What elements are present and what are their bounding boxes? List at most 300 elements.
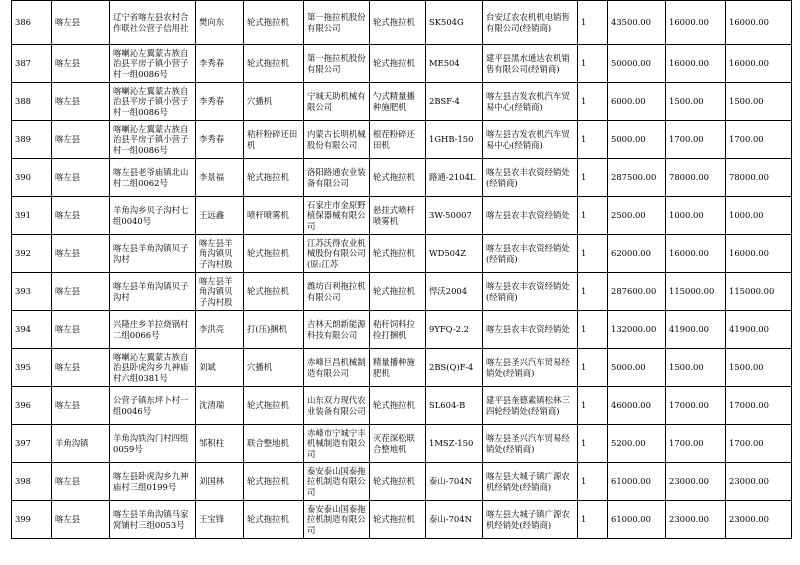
subsidy-total-cell bbox=[726, 83, 792, 121]
row-number bbox=[12, 349, 52, 387]
buyer-cell bbox=[196, 83, 244, 121]
subsidy-cell bbox=[666, 349, 726, 387]
buyer-cell bbox=[196, 311, 244, 349]
machine-type-cell-text: 穴播机 bbox=[247, 96, 273, 107]
row-number bbox=[12, 197, 52, 235]
subsidy-cell-text: 78000.00 bbox=[669, 172, 709, 183]
row-number bbox=[12, 1, 52, 45]
row-number-text: 390 bbox=[15, 172, 31, 183]
model-cell bbox=[426, 83, 483, 121]
dealer-cell-text: 建平县奎德素镇松林三四轮经销处(经销商) bbox=[486, 395, 570, 416]
price-cell bbox=[608, 501, 666, 539]
subsidy-total-cell-text: 115000.00 bbox=[729, 286, 775, 297]
dealer-cell bbox=[483, 159, 578, 197]
address-cell-text: 喀左县老爷庙镇北山村二组0062号 bbox=[113, 167, 189, 188]
model-cell-text: SL604-B bbox=[429, 400, 466, 411]
table-row bbox=[12, 1, 792, 45]
machine-type-cell bbox=[244, 501, 304, 539]
county-cell bbox=[52, 311, 110, 349]
buyer-cell-text: 李景福 bbox=[199, 172, 225, 183]
subsidy-total-cell-text: 23000.00 bbox=[729, 476, 769, 487]
item-name-cell bbox=[370, 45, 426, 83]
table-row bbox=[12, 273, 792, 311]
row-number-text: 394 bbox=[15, 324, 31, 335]
subsidy-total-cell-text: 41900.00 bbox=[729, 324, 769, 335]
item-name-cell bbox=[370, 1, 426, 45]
quantity-cell-text: 1 bbox=[581, 400, 587, 411]
address-cell bbox=[110, 83, 196, 121]
price-cell bbox=[608, 197, 666, 235]
county-cell-text: 喀左县 bbox=[55, 476, 81, 487]
address-cell-text: 喀左县羊角沟镇贝子沟村 bbox=[113, 243, 189, 264]
item-name-cell bbox=[370, 235, 426, 273]
item-name-cell bbox=[370, 197, 426, 235]
manufacturer-cell-text: 宁城天助机械有限公司 bbox=[307, 91, 366, 112]
table-row bbox=[12, 349, 792, 387]
buyer-cell-text: 王宝锋 bbox=[199, 514, 225, 525]
manufacturer-cell-text: 第一拖拉机股份有限公司 bbox=[307, 12, 366, 33]
dealer-cell bbox=[483, 235, 578, 273]
model-cell bbox=[426, 235, 483, 273]
buyer-cell bbox=[196, 45, 244, 83]
manufacturer-cell bbox=[304, 197, 370, 235]
buyer-cell-text: 喀左县羊角沟镇贝子沟村股 bbox=[199, 237, 233, 269]
manufacturer-cell-text: 潍坊百利拖拉机有限公司 bbox=[307, 281, 366, 302]
quantity-cell bbox=[578, 83, 608, 121]
manufacturer-cell bbox=[304, 311, 370, 349]
dealer-cell-text: 喀左县农丰农资经销处(经销商) bbox=[486, 243, 570, 264]
row-number bbox=[12, 311, 52, 349]
subsidy-cell bbox=[666, 235, 726, 273]
quantity-cell-text: 1 bbox=[581, 248, 587, 259]
machine-type-cell bbox=[244, 349, 304, 387]
buyer-cell-text: 王远鑫 bbox=[199, 210, 225, 221]
county-cell bbox=[52, 273, 110, 311]
item-name-cell-text: 轮式拖拉机 bbox=[373, 476, 415, 487]
address-cell bbox=[110, 1, 196, 45]
address-cell bbox=[110, 197, 196, 235]
subsidy-total-cell bbox=[726, 121, 792, 159]
address-cell bbox=[110, 349, 196, 387]
manufacturer-cell bbox=[304, 121, 370, 159]
buyer-cell bbox=[196, 235, 244, 273]
model-cell bbox=[426, 501, 483, 539]
quantity-cell bbox=[578, 273, 608, 311]
price-cell bbox=[608, 121, 666, 159]
table-row bbox=[12, 83, 792, 121]
price-cell-text: 5200.00 bbox=[611, 438, 646, 449]
quantity-cell bbox=[578, 501, 608, 539]
row-number-text: 392 bbox=[15, 248, 31, 259]
address-cell-text: 羊角沟乡贝子沟村七组0040号 bbox=[113, 205, 189, 226]
item-name-cell bbox=[370, 501, 426, 539]
item-name-cell-text: 悬挂式喷杆喷雾机 bbox=[373, 205, 415, 226]
table-row bbox=[12, 197, 792, 235]
machine-type-cell-text: 轮式拖拉机 bbox=[247, 172, 289, 183]
dealer-cell bbox=[483, 83, 578, 121]
subsidy-table bbox=[11, 0, 792, 539]
dealer-cell bbox=[483, 273, 578, 311]
price-cell bbox=[608, 83, 666, 121]
subsidy-cell-text: 23000.00 bbox=[669, 476, 709, 487]
manufacturer-cell bbox=[304, 235, 370, 273]
manufacturer-cell-text: 泰安泰山国泰拖拉机制造有限公司 bbox=[307, 503, 366, 535]
machine-type-cell-text: 轮式拖拉机 bbox=[247, 286, 289, 297]
county-cell bbox=[52, 235, 110, 273]
quantity-cell bbox=[578, 121, 608, 159]
buyer-cell-text: 李秀春 bbox=[199, 58, 225, 69]
county-cell-text: 喀左县 bbox=[55, 362, 81, 373]
item-name-cell-text: 轮式拖拉机 bbox=[373, 286, 415, 297]
machine-type-cell-text: 轮式拖拉机 bbox=[247, 58, 289, 69]
manufacturer-cell-text: 第一拖拉机股份有限公司 bbox=[307, 53, 366, 74]
quantity-cell-text: 1 bbox=[581, 58, 587, 69]
quantity-cell bbox=[578, 425, 608, 463]
subsidy-cell-text: 1500.00 bbox=[669, 362, 704, 373]
subsidy-cell-text: 23000.00 bbox=[669, 514, 709, 525]
dealer-cell-text: 喀左县圣兴汽车贸易经销处(经销商) bbox=[486, 357, 570, 378]
dealer-cell-text: 喀左县农丰农资经销处 bbox=[486, 210, 570, 221]
row-number bbox=[12, 121, 52, 159]
subsidy-total-cell-text: 16000.00 bbox=[729, 248, 769, 259]
model-cell bbox=[426, 311, 483, 349]
subsidy-total-cell bbox=[726, 235, 792, 273]
row-number bbox=[12, 45, 52, 83]
manufacturer-cell bbox=[304, 83, 370, 121]
address-cell-text: 喀喇沁左翼蒙古族自治县平房子镇小营子村一组0086号 bbox=[113, 123, 189, 155]
subsidy-cell bbox=[666, 83, 726, 121]
buyer-cell bbox=[196, 197, 244, 235]
subsidy-total-cell-text: 16000.00 bbox=[729, 58, 769, 69]
row-number-text: 389 bbox=[15, 134, 31, 145]
address-cell bbox=[110, 463, 196, 501]
quantity-cell bbox=[578, 1, 608, 45]
item-name-cell-text: 轮式拖拉机 bbox=[373, 514, 415, 525]
quantity-cell-text: 1 bbox=[581, 514, 587, 525]
price-cell bbox=[608, 425, 666, 463]
price-cell bbox=[608, 159, 666, 197]
buyer-cell-text: 樊向东 bbox=[199, 17, 225, 28]
price-cell-text: 132000.00 bbox=[611, 324, 657, 335]
address-cell-text: 喀左县羊角沟镇马家窝铺村三组0053号 bbox=[113, 509, 189, 530]
item-name-cell-text: 秸秆饲料拉捡打捆机 bbox=[373, 319, 415, 340]
address-cell-text: 喀喇沁左翼蒙古族自治县平房子镇小营子村一组0086号 bbox=[113, 47, 189, 79]
price-cell-text: 5000.00 bbox=[611, 362, 646, 373]
dealer-cell bbox=[483, 349, 578, 387]
model-cell-text: 2BSF-4 bbox=[429, 96, 460, 107]
table-row bbox=[12, 121, 792, 159]
table-row bbox=[12, 425, 792, 463]
address-cell-text: 喀左县卧虎沟乡九神庙村三组0199号 bbox=[113, 471, 189, 492]
item-name-cell bbox=[370, 425, 426, 463]
subsidy-cell-text: 115000.00 bbox=[669, 286, 715, 297]
model-cell bbox=[426, 197, 483, 235]
subsidy-total-cell bbox=[726, 311, 792, 349]
machine-type-cell-text: 联合整地机 bbox=[247, 438, 289, 449]
price-cell bbox=[608, 273, 666, 311]
buyer-cell bbox=[196, 425, 244, 463]
quantity-cell-text: 1 bbox=[581, 134, 587, 145]
machine-type-cell bbox=[244, 1, 304, 45]
county-cell bbox=[52, 197, 110, 235]
quantity-cell-text: 1 bbox=[581, 286, 587, 297]
quantity-cell bbox=[578, 463, 608, 501]
dealer-cell bbox=[483, 387, 578, 425]
quantity-cell bbox=[578, 349, 608, 387]
subsidy-total-cell-text: 1500.00 bbox=[729, 362, 764, 373]
price-cell-text: 61000.00 bbox=[611, 514, 651, 525]
price-cell-text: 6000.00 bbox=[611, 96, 646, 107]
buyer-cell-text: 刘国林 bbox=[199, 476, 225, 487]
dealer-cell bbox=[483, 121, 578, 159]
manufacturer-cell bbox=[304, 45, 370, 83]
subsidy-cell bbox=[666, 121, 726, 159]
buyer-cell-text: 邹积柱 bbox=[199, 438, 225, 449]
model-cell bbox=[426, 463, 483, 501]
county-cell bbox=[52, 45, 110, 83]
subsidy-cell-text: 16000.00 bbox=[669, 58, 709, 69]
machine-type-cell bbox=[244, 387, 304, 425]
county-cell bbox=[52, 121, 110, 159]
quantity-cell-text: 1 bbox=[581, 172, 587, 183]
table-row bbox=[12, 235, 792, 273]
item-name-cell-text: 精量播种施肥机 bbox=[373, 357, 415, 378]
item-name-cell bbox=[370, 387, 426, 425]
address-cell bbox=[110, 45, 196, 83]
subsidy-total-cell-text: 1000.00 bbox=[729, 210, 764, 221]
manufacturer-cell-text: 内蒙古长明机械股份有限公司 bbox=[307, 129, 366, 150]
buyer-cell-text: 喀左县羊角沟镇贝子沟村股 bbox=[199, 275, 233, 307]
county-cell-text: 喀左县 bbox=[55, 210, 81, 221]
price-cell-text: 5000.00 bbox=[611, 134, 646, 145]
dealer-cell-text: 喀左县吉发农机汽车贸易中心(经销商) bbox=[486, 91, 570, 112]
dealer-cell-text: 喀左县农丰农资经销处 bbox=[486, 324, 570, 335]
subsidy-cell bbox=[666, 1, 726, 45]
dealer-cell-text: 喀左县吉发农机汽车贸易中心(经销商) bbox=[486, 129, 570, 150]
subsidy-cell-text: 1700.00 bbox=[669, 134, 704, 145]
manufacturer-cell bbox=[304, 1, 370, 45]
buyer-cell-text: 李秀春 bbox=[199, 134, 225, 145]
machine-type-cell bbox=[244, 463, 304, 501]
subsidy-cell-text: 1500.00 bbox=[669, 96, 704, 107]
county-cell-text: 喀左县 bbox=[55, 286, 81, 297]
item-name-cell bbox=[370, 83, 426, 121]
table-row bbox=[12, 311, 792, 349]
quantity-cell bbox=[578, 387, 608, 425]
model-cell bbox=[426, 425, 483, 463]
buyer-cell bbox=[196, 463, 244, 501]
price-cell bbox=[608, 1, 666, 45]
manufacturer-cell bbox=[304, 159, 370, 197]
buyer-cell-text: 李洪亮 bbox=[199, 324, 225, 335]
manufacturer-cell bbox=[304, 387, 370, 425]
machine-type-cell bbox=[244, 235, 304, 273]
subsidy-table-page bbox=[11, 0, 791, 539]
county-cell bbox=[52, 159, 110, 197]
subsidy-cell bbox=[666, 425, 726, 463]
subsidy-cell-text: 1700.00 bbox=[669, 438, 704, 449]
county-cell-text: 羊角沟镇 bbox=[55, 438, 89, 449]
manufacturer-cell-text: 洛阳路通农业装备有限公司 bbox=[307, 167, 366, 188]
buyer-cell bbox=[196, 159, 244, 197]
buyer-cell bbox=[196, 387, 244, 425]
price-cell bbox=[608, 235, 666, 273]
machine-type-cell-text: 轮式拖拉机 bbox=[247, 514, 289, 525]
quantity-cell-text: 1 bbox=[581, 17, 587, 28]
machine-type-cell-text: 秸秆粉碎还田机 bbox=[247, 129, 298, 150]
county-cell bbox=[52, 1, 110, 45]
row-number bbox=[12, 83, 52, 121]
machine-type-cell-text: 打(压)捆机 bbox=[247, 324, 288, 335]
price-cell-text: 62000.00 bbox=[611, 248, 651, 259]
quantity-cell bbox=[578, 197, 608, 235]
table-row bbox=[12, 387, 792, 425]
model-cell bbox=[426, 121, 483, 159]
dealer-cell-text: 喀左县圣兴汽车贸易经销处(经销商) bbox=[486, 433, 570, 454]
manufacturer-cell-text: 赤峰巨昌机械制造有限公司 bbox=[307, 357, 366, 378]
row-number-text: 387 bbox=[15, 58, 31, 69]
county-cell bbox=[52, 349, 110, 387]
row-number bbox=[12, 387, 52, 425]
dealer-cell bbox=[483, 463, 578, 501]
subsidy-total-cell bbox=[726, 463, 792, 501]
price-cell-text: 46000.00 bbox=[611, 400, 651, 411]
item-name-cell-text: 轮式拖拉机 bbox=[373, 248, 415, 259]
model-cell-text: 悍沃2004 bbox=[429, 286, 468, 297]
subsidy-cell bbox=[666, 273, 726, 311]
model-cell-text: 路通-2104L bbox=[429, 172, 476, 183]
item-name-cell bbox=[370, 159, 426, 197]
address-cell bbox=[110, 273, 196, 311]
price-cell-text: 43500.00 bbox=[611, 17, 651, 28]
address-cell bbox=[110, 311, 196, 349]
model-cell-text: 泰山-704N bbox=[429, 514, 472, 525]
row-number-text: 388 bbox=[15, 96, 31, 107]
dealer-cell-text: 喀左县大城子镇广源农机经销处(经销商) bbox=[486, 471, 570, 492]
manufacturer-cell-text: 吉林天朗新能源科技有限公司 bbox=[307, 319, 366, 340]
subsidy-total-cell bbox=[726, 45, 792, 83]
machine-type-cell-text: 轮式拖拉机 bbox=[247, 400, 289, 411]
subsidy-cell-text: 1000.00 bbox=[669, 210, 704, 221]
subsidy-total-cell-text: 1700.00 bbox=[729, 438, 764, 449]
table-row bbox=[12, 501, 792, 539]
subsidy-cell bbox=[666, 387, 726, 425]
address-cell-text: 兴隆庄乡羊拉烧锅村二组0066号 bbox=[113, 319, 189, 340]
subsidy-cell-text: 16000.00 bbox=[669, 17, 709, 28]
machine-type-cell bbox=[244, 425, 304, 463]
quantity-cell bbox=[578, 159, 608, 197]
county-cell-text: 喀左县 bbox=[55, 514, 81, 525]
machine-type-cell bbox=[244, 83, 304, 121]
subsidy-total-cell bbox=[726, 387, 792, 425]
model-cell bbox=[426, 387, 483, 425]
subsidy-cell-text: 16000.00 bbox=[669, 248, 709, 259]
row-number-text: 393 bbox=[15, 286, 31, 297]
subsidy-cell-text: 17000.00 bbox=[669, 400, 709, 411]
machine-type-cell-text: 轮式拖拉机 bbox=[247, 476, 289, 487]
county-cell-text: 喀左县 bbox=[55, 96, 81, 107]
dealer-cell bbox=[483, 425, 578, 463]
quantity-cell bbox=[578, 235, 608, 273]
address-cell bbox=[110, 387, 196, 425]
model-cell-text: ME504 bbox=[429, 58, 460, 69]
county-cell bbox=[52, 501, 110, 539]
address-cell-text: 公营子镇东坪卜村一组0046号 bbox=[113, 395, 189, 416]
model-cell bbox=[426, 349, 483, 387]
model-cell bbox=[426, 1, 483, 45]
quantity-cell bbox=[578, 45, 608, 83]
item-name-cell bbox=[370, 273, 426, 311]
manufacturer-cell bbox=[304, 349, 370, 387]
item-name-cell-text: 轮式拖拉机 bbox=[373, 17, 415, 28]
row-number-text: 386 bbox=[15, 17, 31, 28]
price-cell bbox=[608, 463, 666, 501]
subsidy-total-cell-text: 78000.00 bbox=[729, 172, 769, 183]
address-cell bbox=[110, 159, 196, 197]
item-name-cell bbox=[370, 311, 426, 349]
subsidy-total-cell bbox=[726, 159, 792, 197]
dealer-cell bbox=[483, 1, 578, 45]
subsidy-cell bbox=[666, 159, 726, 197]
item-name-cell-text: 勺式精量播种施肥机 bbox=[373, 91, 415, 112]
machine-type-cell bbox=[244, 121, 304, 159]
subsidy-total-cell bbox=[726, 349, 792, 387]
subsidy-total-cell bbox=[726, 197, 792, 235]
manufacturer-cell-text: 山东双力现代农业装备有限公司 bbox=[307, 395, 366, 416]
subsidy-total-cell-text: 1700.00 bbox=[729, 134, 764, 145]
machine-type-cell bbox=[244, 159, 304, 197]
manufacturer-cell bbox=[304, 273, 370, 311]
manufacturer-cell-text: 赤峰市宁城宁丰机械制造有限公司 bbox=[307, 427, 366, 459]
item-name-cell-text: 根茬粉碎还田机 bbox=[373, 129, 415, 150]
manufacturer-cell bbox=[304, 501, 370, 539]
address-cell-text: 喀左县羊角沟镇贝子沟村 bbox=[113, 281, 189, 302]
model-cell bbox=[426, 45, 483, 83]
subsidy-cell bbox=[666, 197, 726, 235]
buyer-cell-text: 刘斌 bbox=[199, 362, 216, 373]
county-cell bbox=[52, 83, 110, 121]
row-number bbox=[12, 501, 52, 539]
manufacturer-cell bbox=[304, 425, 370, 463]
county-cell-text: 喀左县 bbox=[55, 58, 81, 69]
price-cell bbox=[608, 387, 666, 425]
model-cell-text: WD504Z bbox=[429, 248, 467, 259]
subsidy-total-cell-text: 16000.00 bbox=[729, 17, 769, 28]
county-cell bbox=[52, 425, 110, 463]
subsidy-cell bbox=[666, 45, 726, 83]
buyer-cell bbox=[196, 273, 244, 311]
dealer-cell-text: 台安辽农农机机电销售有限公司(经销商) bbox=[486, 12, 570, 33]
quantity-cell-text: 1 bbox=[581, 324, 587, 335]
row-number bbox=[12, 159, 52, 197]
row-number bbox=[12, 425, 52, 463]
subsidy-total-cell-text: 1500.00 bbox=[729, 96, 764, 107]
buyer-cell-text: 沈清瑞 bbox=[199, 400, 225, 411]
address-cell-text: 喀喇沁左翼蒙古族自治县平房子镇小营子村一组0086号 bbox=[113, 85, 189, 117]
table-row bbox=[12, 463, 792, 501]
dealer-cell-text: 建平县黑水通达农机销售有限公司(经销商) bbox=[486, 53, 570, 74]
machine-type-cell-text: 轮式拖拉机 bbox=[247, 248, 289, 259]
price-cell bbox=[608, 311, 666, 349]
row-number-text: 398 bbox=[15, 476, 31, 487]
manufacturer-cell bbox=[304, 463, 370, 501]
machine-type-cell-text: 轮式拖拉机 bbox=[247, 17, 289, 28]
buyer-cell-text: 李秀春 bbox=[199, 96, 225, 107]
buyer-cell bbox=[196, 349, 244, 387]
price-cell-text: 287500.00 bbox=[611, 172, 657, 183]
subsidy-total-cell bbox=[726, 273, 792, 311]
item-name-cell-text: 轮式拖拉机 bbox=[373, 172, 415, 183]
